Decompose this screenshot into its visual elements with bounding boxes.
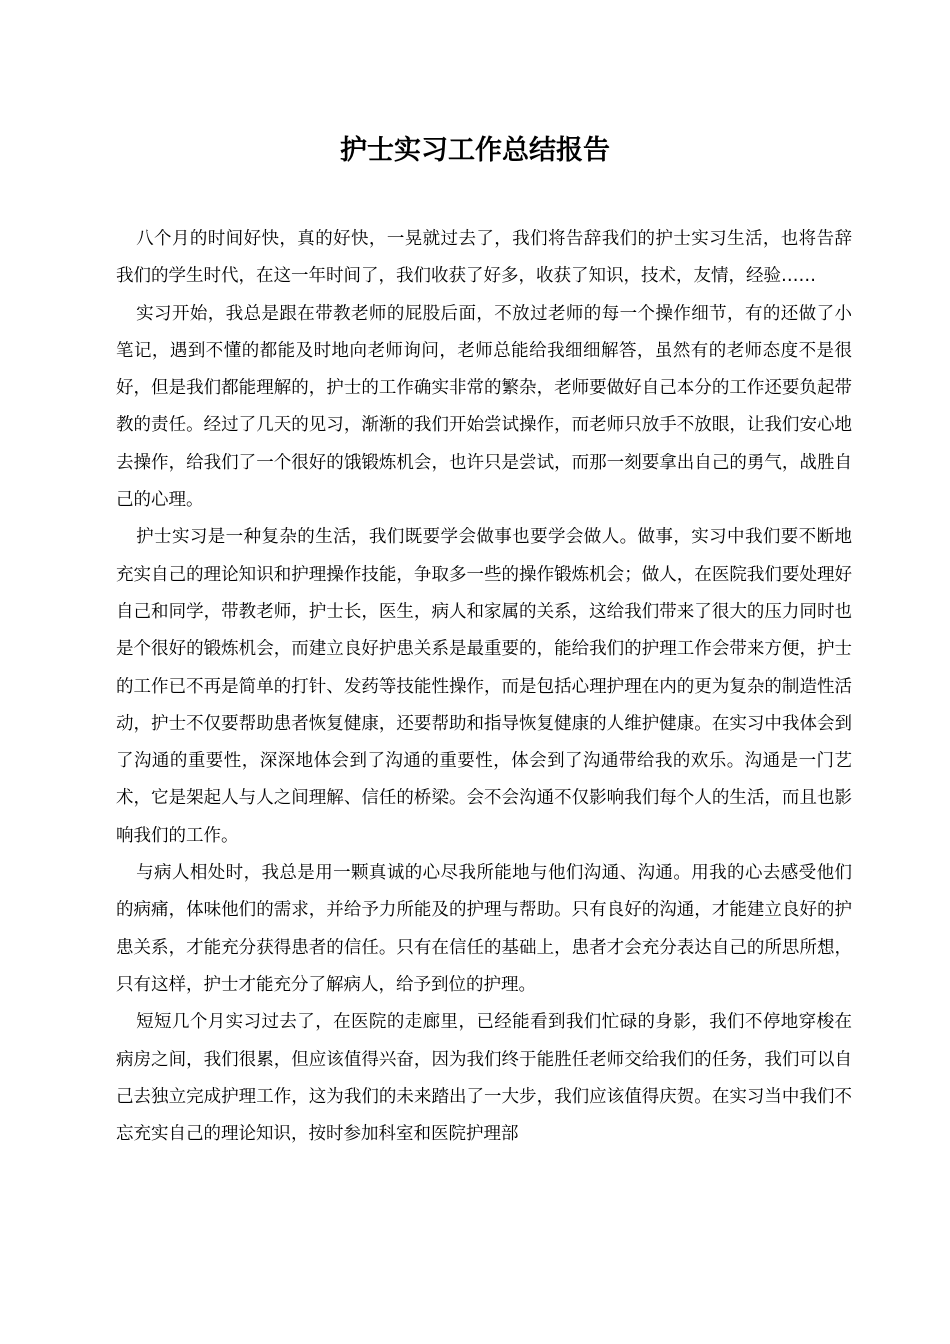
paragraph: 八个月的时间好快，真的好快，一晃就过去了，我们将告辞我们的护士实习生活，也将告辞我们的学生时代，在这一年时间了，我们收获了好多，收获了知识，技术，友情，经验…… [116,229,852,287]
document-body [116,221,852,1153]
paragraph: 实习开始，我总是跟在带教老师的屁股后面，不放过老师的每一个操作细节，有的还做了小笔记，遇到不懂的都能及时地向老师询问，老师总能给我细细解答，虽然有的老师态度不是很好，但是我们都能理解的，护士的工作确实非常的繁杂，老师要做好自己本分的工作还要负起带教的责任。经过了几天的见习，渐渐的我们开始尝试操作，而老师只放手不放眼，让我们安心地去操作，给我们了一个很好的饿锻炼机会，也许只是尝试，而那一刻要拿出自己的勇气，战胜自己的心理。 [116,303,852,511]
document-title: 护士实习工作总结报告 [340,135,610,166]
paragraph: 短短几个月实习过去了，在医院的走廊里，已经能看到我们忙碌的身影，我们不停地穿梭在病房之间，我们很累，但应该值得兴奋，因为我们终于能胜任老师交给我们的任务，我们可以自己去独立完成护理工作，这为我们的未来踏出了一大步，我们应该值得庆贺。在实习当中我们不忘充实自己的理论知识，按时参加科室和医院护理部 [116,1012,852,1145]
paragraph: 护士实习是一种复杂的生活，我们既要学会做事也要学会做人。做事，实习中我们要不断地充实自己的理论知识和护理操作技能，争取多一些的操作锻炼机会；做人，在医院我们要处理好自己和同学，带教老师，护士长，医生，病人和家属的关系，这给我们带来了很大的压力同时也是个很好的锻炼机会，而建立良好护患关系是最重要的，能给我们的护理工作会带来方便，护士的工作已不再是简单的打针、发药等技能性操作，而是包括心理护理在内的更为复杂的制造性活动，护士不仅要帮助患者恢复健康，还要帮助和指导恢复健康的人维护健康。在实习中我体会到了沟通的重要性，深深地体会到了沟通的重要性，体会到了沟通带给我的欢乐。沟通是一门艺术，它是架起人与人之间理解、信任的桥梁。会不会沟通不仅影响我们每个人的生活，而且也影响我们的工作。 [116,527,852,846]
paragraph: 与病人相处时，我总是用一颗真诚的心尽我所能地与他们沟通、沟通。用我的心去感受他们的病痛，体味他们的需求，并给予力所能及的护理与帮助。只有良好的沟通，才能建立良好的护患关系，才能充分获得患者的信任。只有在信任的基础上，患者才会充分表达自己的所思所想，只有这样，护士才能充分了解病人，给予到位的护理。 [116,863,852,995]
